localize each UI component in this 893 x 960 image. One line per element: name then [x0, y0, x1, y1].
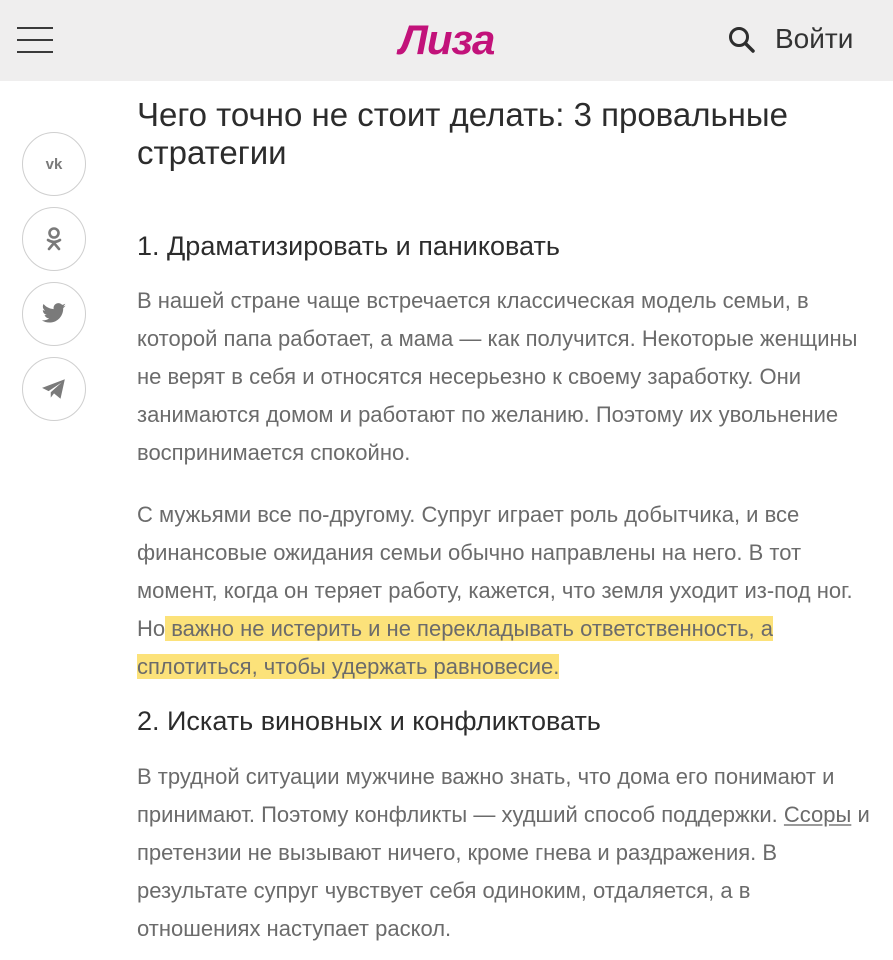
site-logo[interactable]: Лиза [399, 16, 495, 63]
article-body [137, 96, 872, 948]
menu-icon[interactable] [17, 26, 53, 54]
search-icon[interactable] [727, 25, 757, 55]
paragraph-1: В нашей стране чаще встречается классическая модель семьи, в которой папа работает, а мама — как получится. Некоторые женщины не верят в себя и относятся несерьезно к своему заработку. Они занимаются домом и работают по желанию. Поэтому их увольнение воспринимается спокойно. [137, 288, 858, 465]
quarrels-link[interactable]: Ссоры [783, 802, 852, 827]
login-button[interactable]: Войти [775, 23, 854, 54]
svg-text:vk: vk [45, 156, 63, 172]
telegram-icon [41, 378, 67, 400]
paragraph-3-end: и претензии не вызывают ничего, кроме гнева и раздражения. В результате супруг чувствует себя одиноким, отдаляется, а в отношениях наступает раскол. [137, 802, 870, 941]
twitter-icon [41, 303, 67, 325]
paragraph-3-start: В трудной ситуации мужчине важно знать, что дома его понимают и принимают. Поэтому конфликты — худший способ поддержки. [137, 764, 835, 827]
vk-icon [41, 156, 67, 172]
section-title: Чего точно не стоит делать: 3 провальные стратегии [137, 96, 788, 171]
share-telegram-button[interactable] [22, 357, 86, 421]
odnoklassniki-icon [44, 226, 64, 252]
paragraph-2 [137, 496, 872, 686]
top-header [0, 0, 893, 81]
subhead-1: 1. Драматизировать и паниковать [137, 231, 560, 261]
paragraph-3 [137, 758, 872, 948]
share-vk-button[interactable] [22, 132, 86, 196]
share-twitter-button[interactable] [22, 282, 86, 346]
highlighted-quote: важно не истерить и не перекладывать ответственность, а сплотиться, чтобы удержать равновесие. [137, 616, 773, 679]
share-odnoklassniki-button[interactable] [22, 207, 86, 271]
subhead-2: 2. Искать виновных и конфликтовать [137, 706, 601, 736]
paragraph-2-text: С мужьями все по-другому. Супруг играет роль добытчика, и все финансовые ожидания семьи обычно направлены на него. В тот момент, когда он теряет работу, кажется, что земля уходит из-под ног. Но [137, 502, 853, 641]
